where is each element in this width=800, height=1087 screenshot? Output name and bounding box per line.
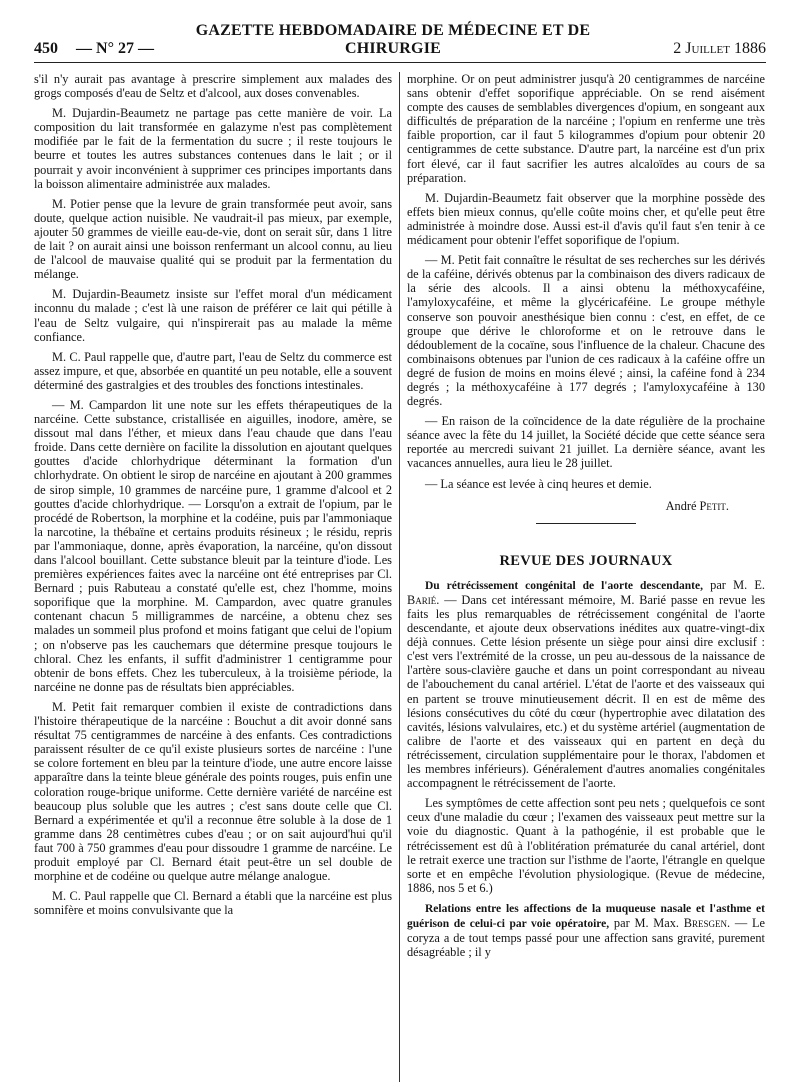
paragraph: M. Petit fait remarquer combien il existe de contradictions dans l'histoire thérapeutique de la narcéine : Bouchut a dit avoir donné sans résultat 75 centigrammes de narcéine à des enfants. Ces contradictions paraissent résulter de ce qu'il existe plusieurs sortes de narcéine : l'une se colore fortement en bleu par la teinture d'iode, une autre encore laisse apparaître dans la teinte bleue générale des points rouges, puis enfin une coloration rouge-brique uniforme. Cette dernière variété de narcéine est beaucoup plus soluble que les autres ; c'est sans doute celle que Cl. Bernard a expérimentée et qu'il a reconnue être soluble à la dose de 1 gramme dans 28 centimètres cubes d'eau ; or on sait aujourd'hui qu'il faut 700 à 750 grammes d'eau pour dissoudre 1 gramme de narcéine. Le produit employé par Cl. Bernard était peut-être un sel double de morphine et de codéine ou quelque autre mélange analogue.: [34, 699, 392, 884]
paragraph: — En raison de la coïncidence de la date régulière de la prochaine séance avec la fête du 14 juillet, la Société décide que cette séance sera reportée au mercredi suivant 21 juillet. La dernière séance, avant les vacances annuelles, aura lieu le 28 juillet.: [407, 414, 765, 471]
paragraph: M. Dujardin-Beaumetz fait observer que la morphine possède des effets bien mieux connus, qu'elle coûte moins cher, et qu'elle peut être administrée à moindre dose. Aussi est-il d'avis qu'il faut s'en tenir à ce médicament pour obtenir l'effet soporifique de l'opium.: [407, 190, 765, 248]
paragraph: — M. Petit fait connaître le résultat de ses recherches sur les dérivés de la caféine, dérivés obtenus par la combinaison des divers radicaux de la série des alcools. Il a ainsi obtenu la méthoxycaféine, l'amyloxycaféine, et même la glycéricaféine. Le groupe méthyle conserve son pouvoir anesthésique bien connu : c'est, en effet, de ce groupe que dérive le chloroforme et on le retrouve dans le dédoublement de la cocaïne, sous l'influence de la chaleur. Chacune des combinaisons obtenues par l'union de ces radicaux à la caféine offre un degré de fusion de moins en moins élevé ; ainsi, la caféine fond à 234 degrés ; la méthoxycaféine à 177 degrés ; l'amyloxycaféine à 130 degrés.: [407, 253, 765, 409]
paragraph: morphine. Or on peut administrer jusqu'à 20 centigrammes de narcéine sans obtenir d'effet soporifique appréciable. On se rend aisément compte des causes de semblables divergences d'opium, en songeant aux difficultés de préparation de la narcéine ; l'opium en renferme une très faible proportion, car il faut 5 kilogrammes d'opium pour obtenir 20 centigrammes de cette substance. D'autre part, la narcéine est d'un prix fort élevé, car il faut sacrifier les autres alcaloïdes au cours de sa préparation.: [407, 72, 765, 185]
left-column: [34, 72, 392, 1087]
page-header: [34, 22, 766, 63]
article-title: Du rétrécissement congénital de l'aorte descendante,: [425, 579, 703, 592]
page-number: 450: [34, 40, 58, 57]
paragraph: s'il n'y aurait pas avantage à prescrire simplement aux malades des grogs composés d'eau de Seltz et d'alcool, aux doses convenables.: [34, 72, 392, 101]
column-divider: [399, 72, 400, 1082]
issue-date: 2 Juillet 1886: [673, 40, 766, 57]
paragraph: M. Dujardin-Beaumetz ne partage pas cette manière de voir. La composition du lait transformée en galazyme n'est pas complètement modifiée par le fait de la fermentation du sucre ; il reste toujours le beurre et toutes les autres substances contenues dans le lait ; or il pourrait y avoir inconvénient à supprimer ces principes importants dans la boisson alimentaire administrée aux malades.: [34, 106, 392, 191]
section-title: REVUE DES JOURNAUX: [499, 552, 673, 569]
issue-number: — N° 27 —: [76, 40, 154, 57]
paragraph: — La séance est levée à cinq heures et demie.: [425, 476, 652, 491]
paragraph: M. C. Paul rappelle que Cl. Bernard a établi que la narcéine est plus somnifère et moins convulsivante que la: [34, 889, 392, 918]
text-columns: [34, 72, 766, 1087]
paragraph: M. Dujardin-Beaumetz insiste sur l'effet moral d'un médicament inconnu du malade ; c'est là une raison de préférer ce lait qui pétille à l'eau de Seltz vulgaire, qui n'inspirerait pas au malade la même confiance.: [34, 287, 392, 344]
article-author: Bresgen.: [683, 915, 731, 930]
separator-rule: [536, 523, 636, 524]
signature: André Petit.: [665, 498, 729, 513]
right-column: [407, 72, 765, 1087]
article-title: Relations entre les affections de la muqueuse nasale et l'asthme et guérison de celui-ci par voie opératoire,: [407, 902, 765, 930]
paragraph: Les symptômes de cette affection sont peu nets ; quelquefois ce sont ceux d'une maladie du cœur ; l'examen des vaisseaux peut mettre sur la voie du diagnostic. Quant à la pathogénie, il est probable que le rétrécissement est dû à l'oblitération prématurée du canal artériel, dont le retrait exerce une traction sur l'isthme de l'aorte, l'étrangle en quelque sorte et en empêche l'évolution physiologique. (Revue de médecine, 1886, nos 5 et 6.): [407, 796, 765, 895]
paragraph: M. C. Paul rappelle que, d'autre part, l'eau de Seltz du commerce est assez impure, et que, absorbée en quantité un peu notable, elle a souvent déterminé des gastralgies et des troubles des fonctions intestinales.: [34, 349, 392, 392]
article-1: Du rétrécissement congénital de l'aorte descendante, par M. E. Barié. — Dans cet intéressant mémoire, M. Barié passe en revue les faits les plus remarquables de rétrécissement congénital de l'aorte descendante, et ajoute deux observations inédites aux quatre-vingt-dix déjà connues. Cette lésion présente un siège pour ainsi dire exclusif : c'est vers l'extrémité de la crosse, un peu au-dessous de la naissance de l'artère sous-clavière gauche et dans un point correspondant au niveau de l'abouchement du canal artériel. L'état de l'aorte et des vaisseaux qui en partent se trouve minutieusement décrit. Il en est de même des lésions consécutives du côté du cœur (hypertrophie avec dilatation des cavités, lésions valvulaires, etc.) et du système artériel (augmentation de calibre de l'aorte et des vaisseaux qui en partent en deçà du rétrécissement, circulation supplémentaire pour le thorax, l'abdomen et les membres inférieurs). Généralement d'autres anomalies congénitales accompagnent le rétrécissement de l'aorte.: [407, 577, 765, 791]
article-2: Relations entre les affections de la muqueuse nasale et l'asthme et guérison de celui-ci par voie opératoire, par M. Max. Bresgen. — Le coryza a de tout temps passé pour une affection sans gravité, purement désagréable ; il y: [407, 902, 765, 960]
paragraph: M. Potier pense que la levure de grain transformée peut avoir, sans doute, quelque action nuisible. Ne vaudrait-il pas mieux, par exemple, ajouter 50 grammes de vieille eau-de-vie, dont on serait sûr, dans 1 litre de lait ? on aurait ainsi une boisson renfermant un alcool connu, au lieu de l'alcool de mauvaise qualité qui se produit par la fermentation du mélange.: [34, 196, 392, 282]
journal-title: GAZETTE HEBDOMADAIRE DE MÉDECINE ET DE CHIRURGIE: [195, 22, 591, 57]
article-author: Barié.: [407, 592, 440, 607]
paragraph: — M. Campardon lit une note sur les effets thérapeutiques de la narcéine. Cette substance, cristallisée en aiguilles, inodore, amère, se dissout mal dans l'éther, et mieux dans l'eau chaude que dans l'eau froide. Dans cette dernière on facilite la dissolution en ajoutant quelques gouttes d'acide chlorhydrique déterminant la formation d'un chlorhydrate. On obtient le sirop de narcéine en ajoutant à 200 grammes de sirop simple, 10 grammes de narcéine pure, 1 gramme d'alcool et 2 gouttes d'acide chlorhydrique. — Lorsqu'on a extrait de l'opium, par le procédé de Robertson, la morphine et la codéine, puis par l'ammoniaque la narcotine, la thébaïne et certains produits résineux ; le résidu, repris par l'ammoniaque, donne, après évaporation, la narcéine, qu'on dissout dans l'alcool bouillant. Cette substance bleuit par la teinture d'iode. Les premières expériences faites avec la narcéine ont été entreprises par Cl. Bernard ; puis Rabuteau a constaté qu'elle est, chez l'homme, moins soporifique que la morphine. M. Campardon, avec quatre granules contenant chacun 5 milligrammes de narcéine, a obtenu chez ses malades un sommeil plus profond et moins fatigant que celui de l'opium ; on n'observe pas les cauchemars que détermine presque toujours le chloral. Chez les enfants, il suffit d'administrer 1 centigramme pour obtenir de bons effets. Chez les tuberculeux, à la troisième période, la narcéine ne donne pas de résultats bien appréciables.: [34, 397, 392, 694]
